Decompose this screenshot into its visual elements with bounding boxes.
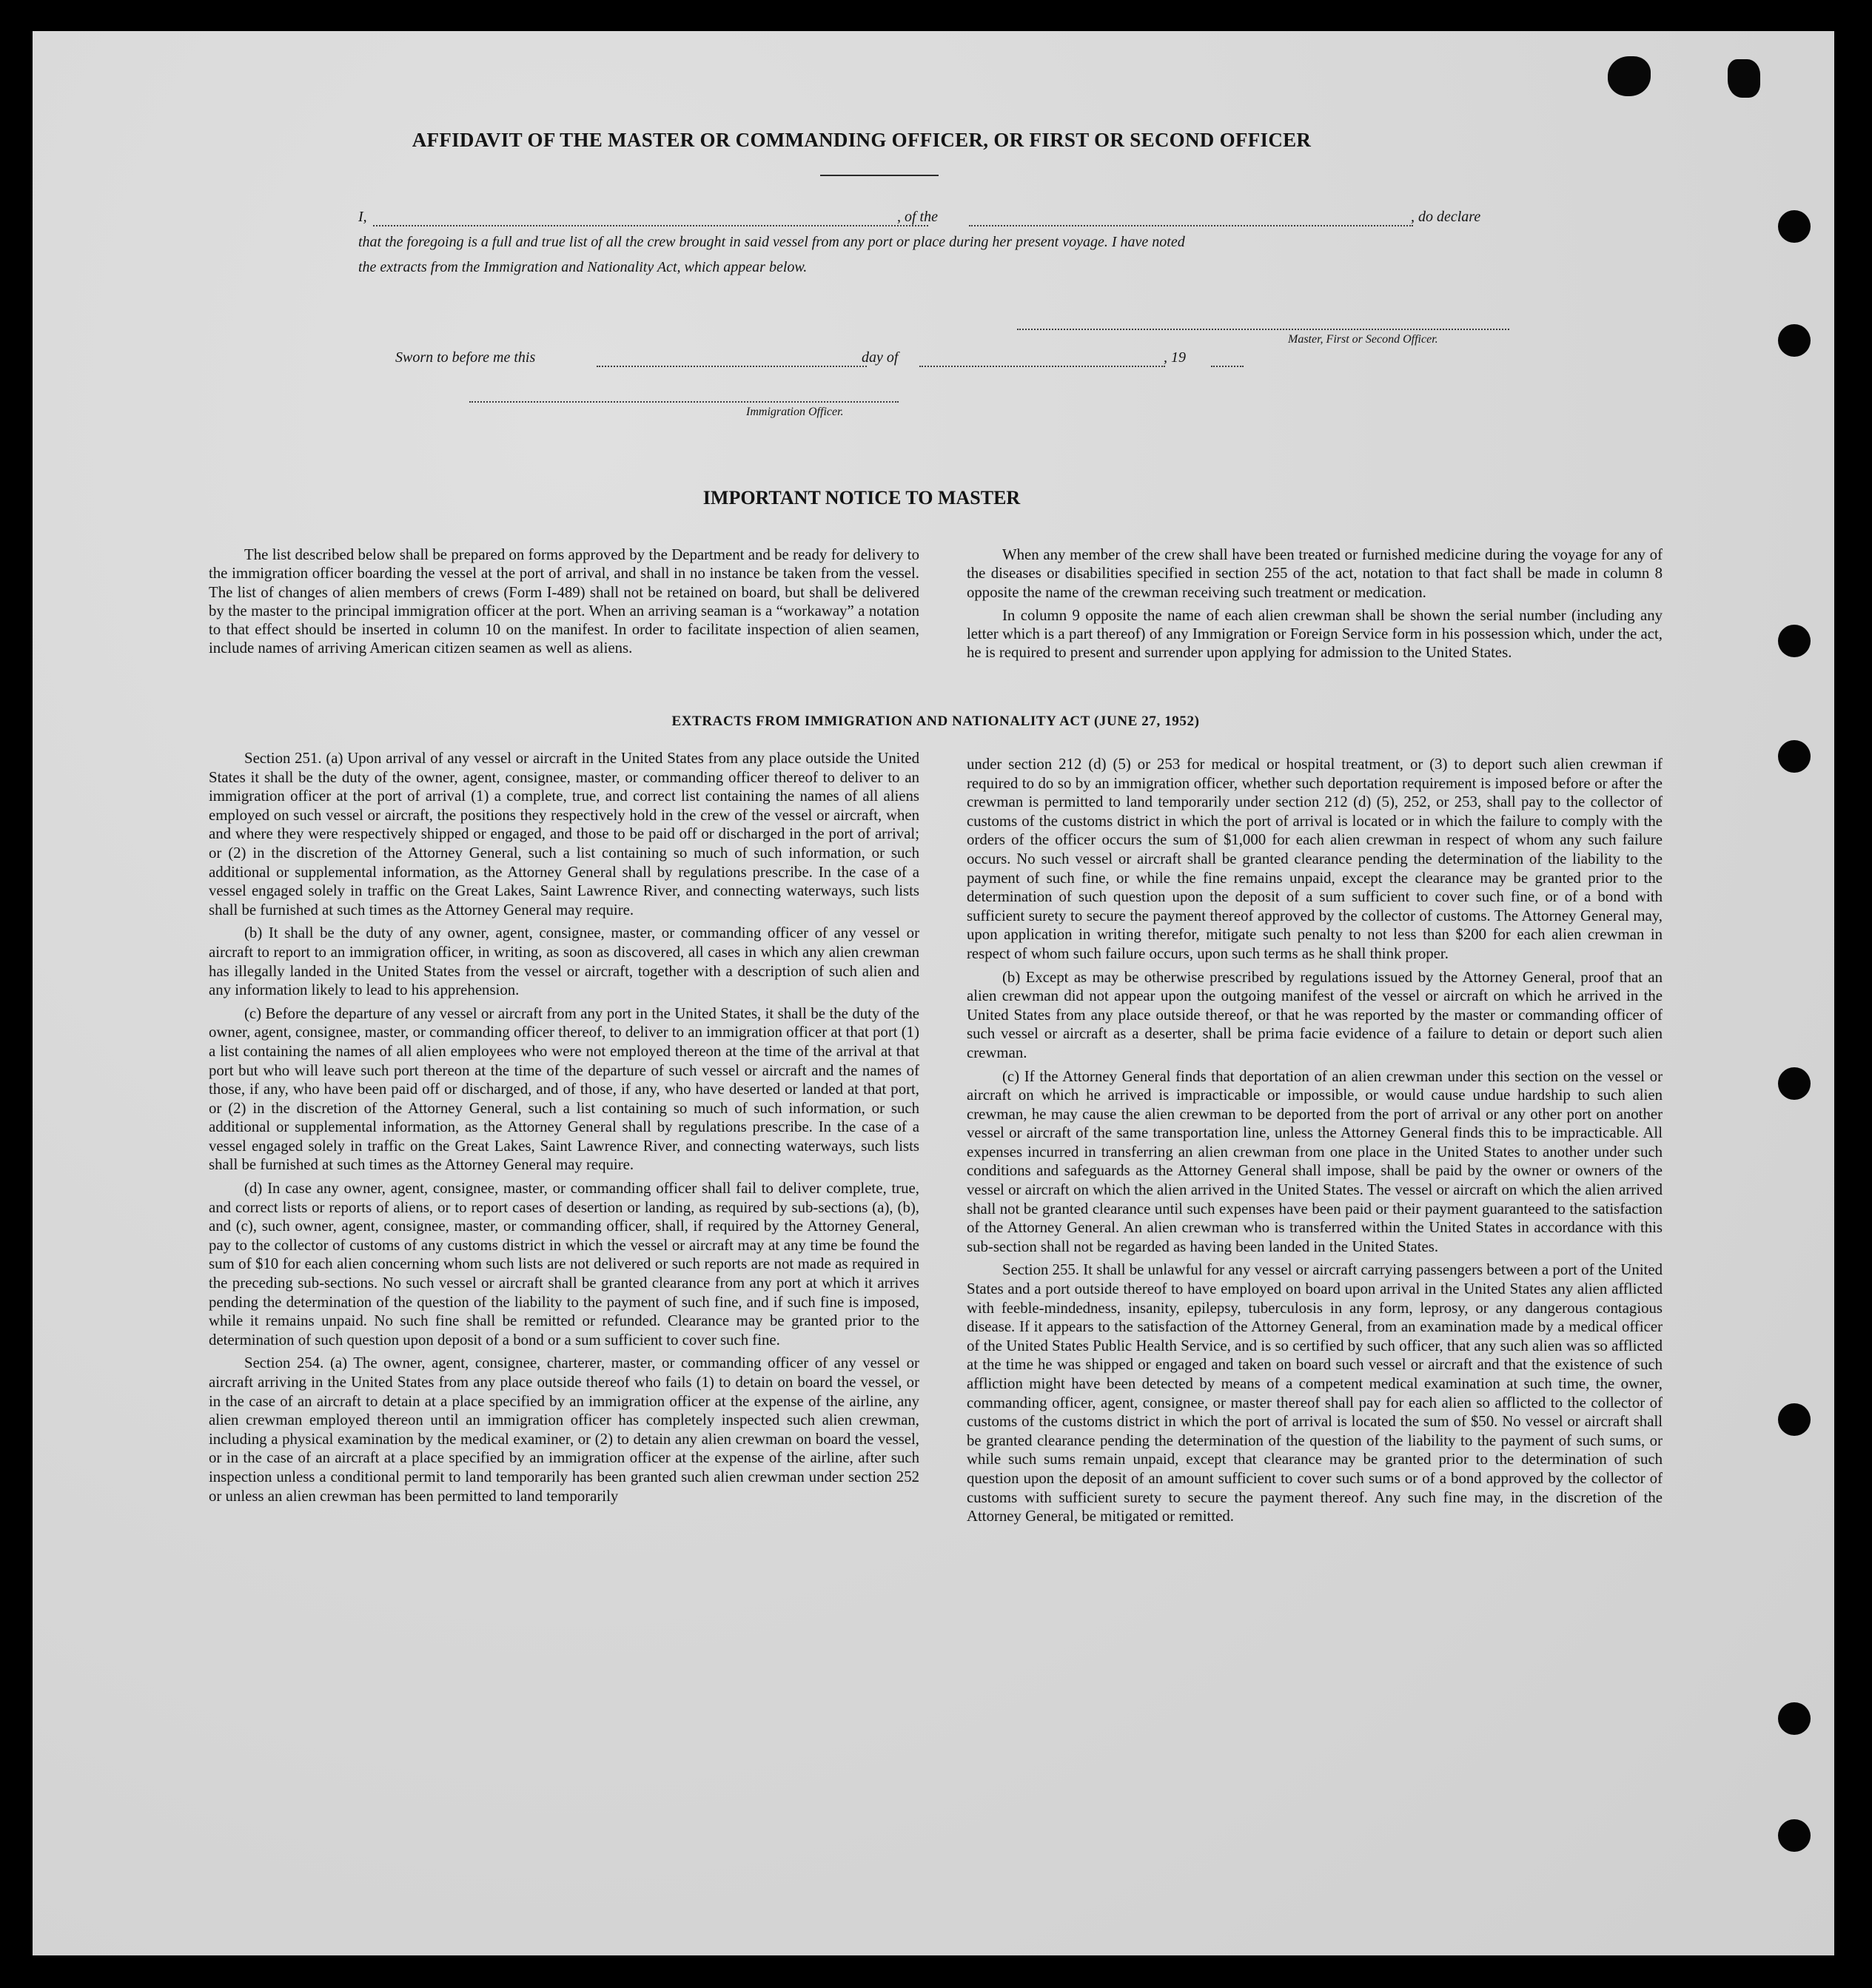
section-251-b: (b) It shall be the duty of any owner, agent, consignee, master, or commanding officer of any vessel or aircraft to report to an immigration officer, in writing, as soon as discovered, all cases in which any alien crewman has illegally landed in the United States from the vessel or aircraft, together with a description of such alien and any information likely to lead to his apprehension. bbox=[209, 924, 919, 999]
declaration-line-1: that the foregoing is a full and true list of all the crew brought in said vessel from any port or place during her present voyage. I have noted bbox=[358, 234, 1185, 250]
notice-left-paragraph: The list described below shall be prepared on forms approved by the Department and be ready for delivery to the immigration officer boarding the vessel at the port of arrival, and shall in no instance be taken from the vessel. The list of changes of alien members of crews (Form I-489) shall not be retained on board, but shall be delivered by the master to the principal immigration officer at the port. When an arriving seaman is a “workaway” a notation to that effect should be inserted in column 10 on the manifest. In order to facilitate inspection of alien seamen, include names of arriving American citizen seamen as well as aliens. bbox=[209, 546, 919, 657]
sworn-month-line bbox=[919, 366, 1165, 367]
punch-hole bbox=[1778, 210, 1811, 243]
section-251-a: Section 251. (a) Upon arrival of any vessel or aircraft in the United States from any place outside the United States it shall be the duty of the owner, agent, consignee, master, or commanding officer thereof to deliver to an immigration officer at the port of arrival (1) a complete, true, and correct list containing the names of all aliens employed on such vessel or aircraft, the positions they respectively hold in the crew of the vessel or aircraft, when and where they were respectively shipped or engaged, and those to be paid off or discharged in the port of arrival; or (2) in the discretion of the Attorney General, such a list containing so much of such information, or such additional or supplemental information, as the Attorney General shall by regulations prescribe. In the case of a vessel engaged solely in traffic on the Great Lakes, Saint Lawrence River, and connecting waterways, such lists shall be furnished at such times as the Attorney General may require. bbox=[209, 750, 919, 919]
year-line bbox=[1211, 366, 1244, 367]
notice-right-column bbox=[967, 545, 1663, 662]
master-signature-line bbox=[1017, 329, 1509, 330]
notice-right-paragraph-2: In column 9 opposite the name of each alien crewman shall be shown the serial number (including any letter which is a part thereof) of any Immigration or Foreign Service form in his possession which, under the act, he is required to present and surrender upon applying for admission to the United States. bbox=[967, 606, 1663, 662]
ink-blot bbox=[1608, 56, 1651, 96]
sworn-label: Sworn to before me this bbox=[395, 349, 536, 366]
notice-right-paragraph-1: When any member of the crew shall have been treated or furnished medicine during the voyage for any of the diseases or disabilities specified in section 255 of the act, notation to that fact shall be made in column 8 opposite the name of the crewman receiving such treatment or medication. bbox=[967, 546, 1663, 601]
sworn-date-line bbox=[597, 366, 867, 367]
punch-hole bbox=[1778, 1067, 1811, 1100]
ink-blot bbox=[1728, 59, 1760, 98]
section-254-b: (b) Except as may be otherwise prescribed by regulations issued by the Attorney General, proof that an alien crewman did not appear upon the outgoing manifest of the vessel or aircraft on which he arrived in the United States from any place outside thereof, or that he was reported by the master or commanding officer of such vessel or aircraft as a deserter, shall be prima facie evidence of a failure to detain or deport such alien crewman. bbox=[967, 968, 1663, 1061]
officer-signature-line bbox=[469, 401, 899, 403]
immigration-officer-label: Immigration Officer. bbox=[746, 406, 844, 418]
master-signature-label: Master, First or Second Officer. bbox=[1288, 333, 1438, 346]
do-declare-label: , do declare bbox=[1411, 209, 1481, 225]
extracts-left-column bbox=[209, 749, 919, 1505]
punch-hole bbox=[1778, 740, 1811, 773]
day-of-label: day of bbox=[862, 349, 899, 366]
declaration-line-2: the extracts from the Immigration and Nationality Act, which appear below. bbox=[358, 259, 808, 275]
vessel-blank-line bbox=[969, 225, 1413, 226]
section-254-c: (c) If the Attorney General finds that deportation of an alien crewman under this section on the vessel or aircraft on which he arrived is impracticable or impossible, or would cause undue hardship to such alien crewman, he may cause the alien crewman to be deported from the port of arrival or any other port on another vessel or aircraft of the same transportation line, unless the Attorney General finds this to be impracticable. All expenses incurred in transferring an alien crewman from one place in the United States to another under such conditions and safeguards as the Attorney General shall impose, shall be paid by the owner or owners of the vessel or aircraft on which the alien arrived in the United States. The vessel or aircraft on which the alien arrived shall not be granted clearance until such expenses have been paid or their payment guaranteed to the satisfaction of the Attorney General. An alien crewman who is transferred within the United States in accordance with this sub-section shall not be regarded as having been landed in the United States. bbox=[967, 1067, 1663, 1255]
notice-left-column bbox=[209, 545, 919, 658]
notice-title: IMPORTANT NOTICE TO MASTER bbox=[702, 487, 1021, 508]
punch-hole bbox=[1778, 1819, 1811, 1852]
year-label: , 19 bbox=[1164, 349, 1186, 366]
section-251-c: (c) Before the departure of any vessel or aircraft from any port in the United States, it shall be the duty of the owner, agent, consignee, master, or commanding officer thereof, to deliver to an immigration officer at that port (1) a list containing the names of all alien employees who were not employed thereon at the time of the arrival at that port but who will leave such port thereon at the time of the departure of such vessel or aircraft and the names of those, if any, who have been paid off or discharged, and of those, if any, who have deserted or landed at that port, or (2) in the discretion of the Attorney General, such a list containing so much of such information, or such additional or supplemental information, as the Attorney General shall by regulations prescribe. In the case of a vessel engaged solely in traffic on the Great Lakes, Saint Lawrence River, and connecting waterways, such lists shall be furnished at such times as the Attorney General may require. bbox=[209, 1004, 919, 1174]
extracts-title: EXTRACTS FROM IMMIGRATION AND NATIONALITY ACT (JUNE 27, 1952) bbox=[671, 713, 1200, 729]
section-251-d: (d) In case any owner, agent, consignee, master, or commanding officer shall fail to deliver complete, true, and correct lists or reports of aliens, or to report cases of desertion or landing, as required by sub-sections (a), (b), and (c), such owner, agent, consignee, master, or commanding officer, shall, if required by the Attorney General, pay to the collector of customs of any customs district in which the vessel or aircraft may at any time be found the sum of $10 for each alien concerning whom such lists are not delivered or such reports are not made as required in the preceding sub-sections. No such vessel or aircraft shall be granted clearance from any port at which it arrives pending the determination of the question of the liability to the payment of such fine, and if such fine is imposed, while it remains unpaid. No such fine shall be remitted or refunded. Clearance may be granted prior to the determination of such question upon deposit of a bond or a sum sufficient to cover such fine. bbox=[209, 1180, 919, 1349]
of-the-label: , of the bbox=[897, 209, 938, 225]
section-254-a: Section 254. (a) The owner, agent, consignee, charterer, master, or commanding officer of any vessel or aircraft arriving in the United States from any place outside thereof who fails (1) to detain on board the vessel, or in the case of an aircraft to detain at a place specified by an immigration officer at the expense of the airline, any alien crewman employed thereon until an immigration officer has completely inspected such alien crewman, including a physical examination by the medical examiner, or (2) to detain any alien crewman on board the vessel, or in the case of an aircraft at a place specified by an immigration officer at the expense of the airline, after such inspection unless a conditional permit to land temporarily has been granted such alien crewman under section 252 or unless an alien crewman has been permitted to land temporarily bbox=[209, 1354, 919, 1505]
extracts-right-column bbox=[967, 755, 1663, 1526]
affidavit-title: AFFIDAVIT OF THE MASTER OR COMMANDING OFFICER, OR FIRST OR SECOND OFFICER bbox=[412, 129, 1312, 151]
punch-hole bbox=[1778, 625, 1811, 657]
punch-hole bbox=[1778, 324, 1811, 357]
title-underline bbox=[820, 175, 939, 176]
i-label: I, bbox=[358, 209, 367, 225]
section-254-a-continued: under section 212 (d) (5) or 253 for medical or hospital treatment, or (3) to deport such alien crewman if required to do so by an immigration officer, whether such deportation requirement is imposed before or after the crewman is permitted to land temporarily under section 212 (d) (5), 252, or 253, shall pay to the collector of customs of the customs district in which the port of arrival is located or in which the failure to comply with the orders of the officer occurs the sum of $1,000 for each alien crewman in respect of whom any such failure occurs. No such vessel or aircraft shall be granted clearance pending the determination of the liability to the payment of such fine, or while the fine remains unpaid, except the clearance may be granted prior to the determination of such question upon the deposit of a sum sufficient to cover such fine, or of a bond with sufficient surety to secure the payment thereof approved by the collector of customs. The Attorney General may, upon application in writing therefor, mitigate such penalty to not less than $200 for each alien crewman in respect of whom such failure occurs, upon such terms as he shall think proper. bbox=[967, 756, 1663, 962]
punch-hole bbox=[1778, 1403, 1811, 1436]
punch-hole bbox=[1778, 1702, 1811, 1735]
section-255: Section 255. It shall be unlawful for any vessel or aircraft carrying passengers between a port of the United States and a port outside thereof to have employed on board upon arrival in the United States any alien afflicted with feeble-mindedness, insanity, epilepsy, tuberculosis in any form, leprosy, or any dangerous contagious disease. If it appears to the satisfaction of the Attorney General, from an examination made by a medical officer of the United States Public Health Service, and is so certified by such officer, that any such alien was so afflicted at the time he was shipped or engaged and taken on board such vessel or aircraft and that the existence of such affliction might have been detected by means of a competent medical examination at such time, the owner, commanding officer, agent, consignee, or master thereof shall pay for each alien so afflicted to the collector of customs of the customs district in which the port of arrival is located the sum of $50. No vessel or aircraft shall be granted clearance pending the determination of the question of the liability to the payment of such sums, or while such sums remain unpaid, except that clearance may be granted prior to the determination of such question upon the deposit of an amount sufficient to cover such sums or of a bond approved by the collector of customs with sufficient surety to secure the payment thereof. Any such fine may, in the discretion of the Attorney General, be mitigated or remitted. bbox=[967, 1261, 1663, 1525]
name-blank-line bbox=[373, 225, 928, 226]
document-page bbox=[33, 31, 1834, 1955]
